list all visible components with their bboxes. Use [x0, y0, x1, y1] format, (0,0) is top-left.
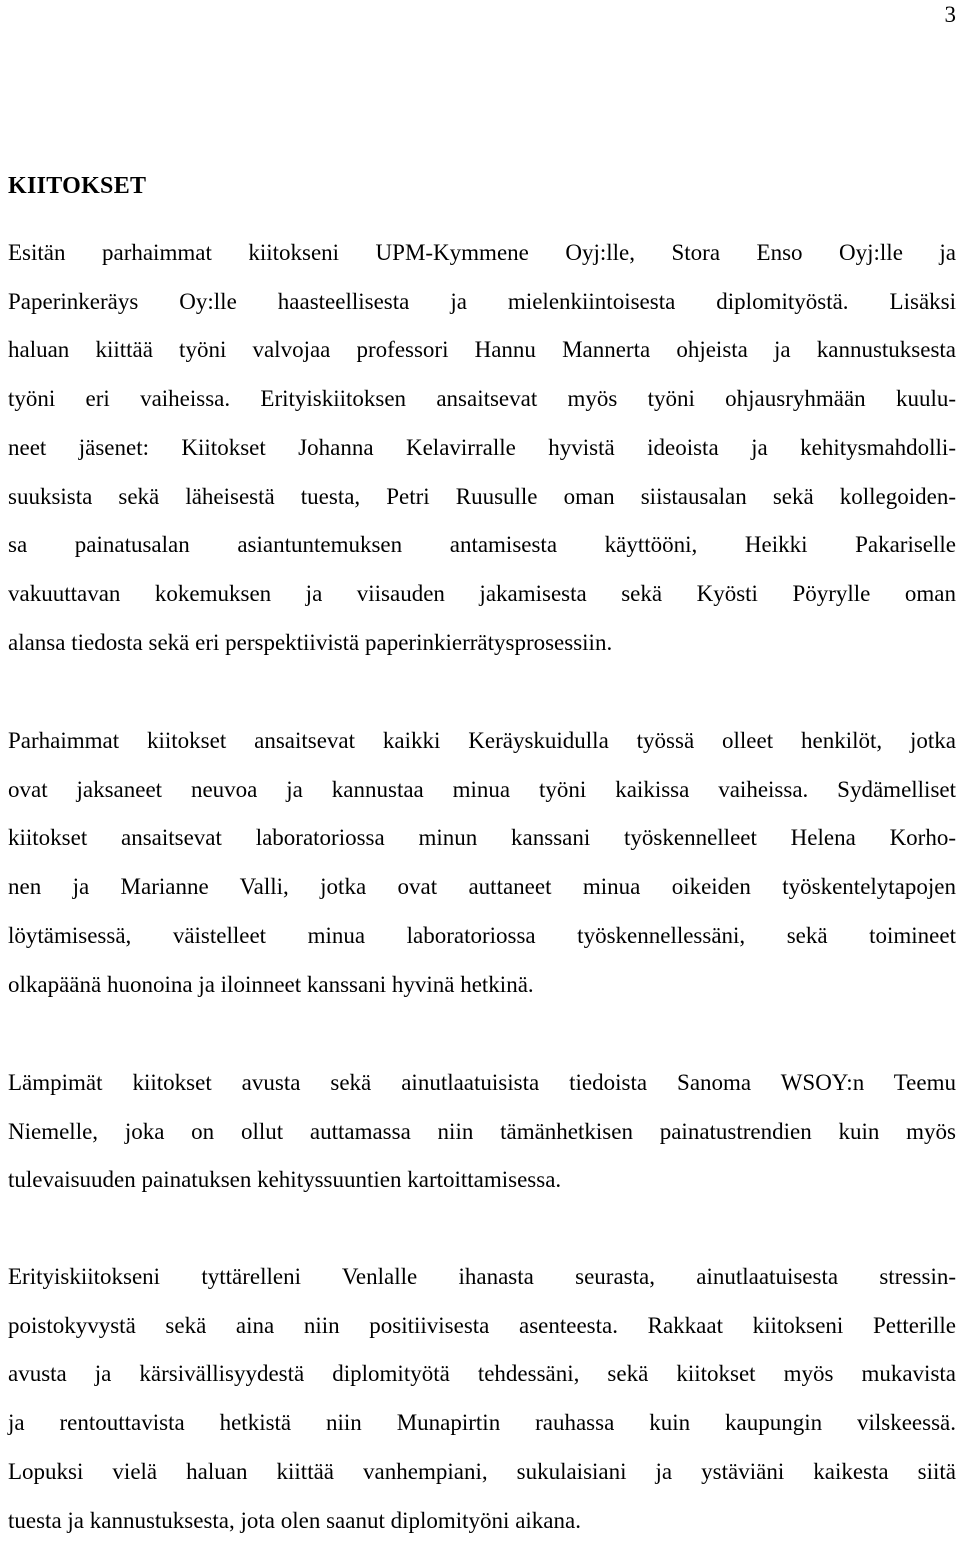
- text-line: ovat jaksaneet neuvoa ja kannustaa minua työni kaikissa vaiheissa. Sydämelliset: [8, 776, 956, 802]
- text-line: poistokyvystä sekä aina niin positiivisesta asenteesta. Rakkaat kiitokseni Petterille: [8, 1312, 956, 1338]
- text-line: vakuuttavan kokemuksen ja viisauden jakamisesta sekä Kyösti Pöyrylle oman: [8, 580, 956, 606]
- text-line: olkapäänä huonoina ja iloinneet kanssani hyvinä hetkinä.: [8, 971, 534, 997]
- text-line: löytämisessä, väistelleet minua laboratoriossa työskennellessäni, sekä toimineet: [8, 922, 956, 948]
- text-line: Niemelle, joka on ollut auttamassa niin tämänhetkisen painatustrendien kuin myös: [8, 1118, 956, 1144]
- paragraph-3: [8, 1059, 956, 1205]
- text-line: Lopuksi vielä haluan kiittää vanhempiani, sukulaisiani ja ystäviäni kaikesta siitä: [8, 1458, 956, 1484]
- text-line: nen ja Marianne Valli, jotka ovat auttaneet minua oikeiden työskentelytapojen: [8, 874, 956, 900]
- text-line: tulevaisuuden painatuksen kehityssuuntien kartoittamisessa.: [8, 1167, 562, 1193]
- text-line: suuksista sekä läheisestä tuesta, Petri Ruusulle oman siistausalan sekä kollegoiden-: [8, 483, 956, 509]
- text-line: kiitokset ansaitsevat laboratoriossa minun kanssani työskennelleet Helena Korho-: [8, 825, 956, 851]
- text-line: Lämpimät kiitokset avusta sekä ainutlaatuisista tiedoista Sanoma WSOY:n Teemu: [8, 1070, 956, 1095]
- text-line: sa painatusalan asiantuntemuksen antamisesta käyttööni, Heikki Pakariselle: [8, 532, 956, 558]
- paragraph-1: [8, 229, 956, 667]
- text-line: Erityiskiitokseni tyttärelleni Venlalle ihanasta seurasta, ainutlaatuisesta stressin-: [8, 1264, 956, 1289]
- text-line: Parhaimmat kiitokset ansaitsevat kaikki Keräyskuidulla työssä olleet henkilöt, jotka: [8, 728, 956, 753]
- text-line: avusta ja kärsivällisyydestä diplomityötä tehdessäni, sekä kiitokset myös mukavista: [8, 1361, 956, 1387]
- text-line: haluan kiittää työni valvojaa professori Hannu Mannerta ohjeista ja kannustuksesta: [8, 337, 956, 363]
- text-line: neet jäsenet: Kiitokset Johanna Kelavirralle hyvistä ideoista ja kehitysmahdolli-: [8, 434, 956, 460]
- text-line: Paperinkeräys Oy:lle haasteellisesta ja mielenkiintoisesta diplomityöstä. Lisäksi: [8, 288, 956, 314]
- paragraph-4: [8, 1253, 956, 1545]
- section-heading: KIITOKSET: [8, 173, 147, 199]
- text-line: ja rentouttavista hetkistä niin Munapirtin rauhassa kuin kaupungin vilskeessä.: [8, 1410, 956, 1436]
- paragraph-2: [8, 717, 956, 1009]
- text-line: Esitän parhaimmat kiitokseni UPM-Kymmene Oyj:lle, Stora Enso Oyj:lle ja: [8, 240, 956, 265]
- page-number: 3: [944, 2, 956, 27]
- text-line: tuesta ja kannustuksesta, jota olen saanut diplomityöni aikana.: [8, 1507, 581, 1533]
- text-line: työni eri vaiheissa. Erityiskiitoksen ansaitsevat myös työni ohjausryhmään kuulu-: [8, 386, 956, 412]
- text-line: alansa tiedosta sekä eri perspektiivistä paperinkierrätysprosessiin.: [8, 629, 613, 655]
